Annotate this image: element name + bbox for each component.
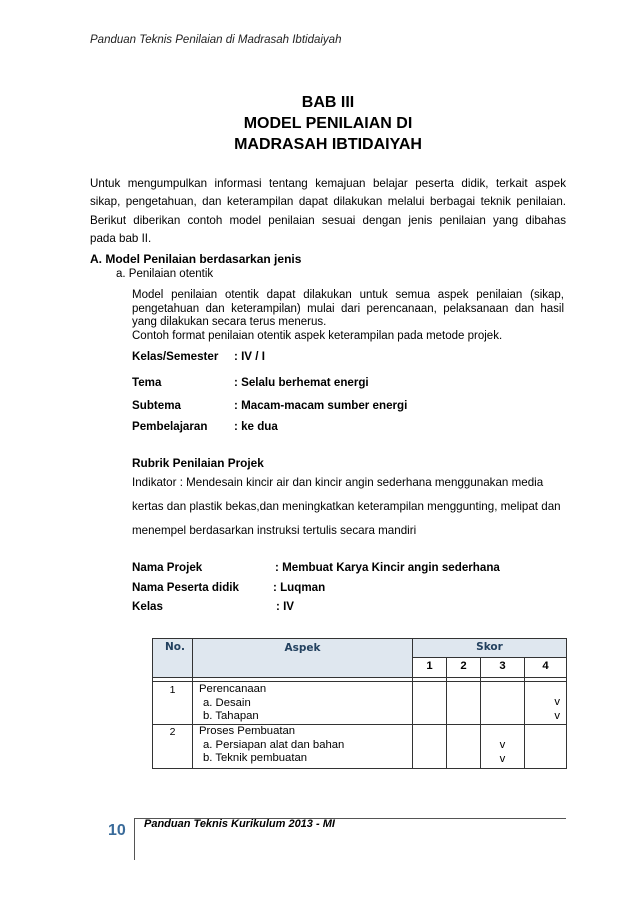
indicator-line: kertas dan plastik bekas,dan meningkatkan keterampilan menggunting, melipat dan bbox=[132, 500, 561, 513]
page-number: 10 bbox=[108, 822, 126, 839]
subtema-value: : Macam-macam sumber energi bbox=[234, 399, 408, 412]
chapter-number: BAB III bbox=[301, 94, 355, 111]
pembelajaran-value: : ke dua bbox=[234, 420, 278, 433]
aspek-label: Perencanaan bbox=[199, 683, 267, 695]
kelas-project-label: Kelas bbox=[132, 600, 163, 613]
intro-line: Berikut diberikan contoh model penilaian sesuai dengan jenis penilaian yang dibahas bbox=[90, 213, 566, 227]
intro-line: pada bab II. bbox=[90, 231, 152, 245]
table-row bbox=[153, 725, 567, 769]
pembelajaran-label: Pembelajaran bbox=[132, 420, 208, 433]
peserta-label: Nama Peserta didik bbox=[132, 581, 239, 594]
tema-value: : Selalu berhemat energi bbox=[234, 376, 369, 389]
score-col-4: 4 bbox=[525, 658, 567, 678]
indicator-line: Indikator : Mendesain kincir air dan kincir angin sederhana menggunakan media bbox=[132, 476, 544, 489]
rubrik-title: Rubrik Penilaian Projek bbox=[132, 456, 264, 470]
row-no: 1 bbox=[153, 682, 193, 725]
tema-label: Tema bbox=[132, 376, 162, 389]
subsection-heading: a. Penilaian otentik bbox=[116, 268, 214, 280]
indicator-text bbox=[132, 474, 564, 540]
score-mark: v bbox=[554, 709, 560, 722]
col-skor-header: Skor bbox=[413, 639, 567, 658]
intro-paragraph bbox=[90, 175, 566, 248]
aspek-item: a. Persiapan alat dan bahan bbox=[203, 738, 345, 751]
score-col-2: 2 bbox=[447, 658, 481, 678]
aspek-item: a. Desain bbox=[203, 696, 251, 709]
nama-projek-label: Nama Projek bbox=[132, 561, 203, 574]
otentik-line: Model penilaian otentik dapat dilakukan untuk semua aspek penilaian (sikap, bbox=[132, 289, 564, 301]
score-mark: v bbox=[499, 752, 506, 765]
score-mark: v bbox=[554, 696, 560, 708]
chapter-title-line2: MADRASAH IBTIDAIYAH bbox=[234, 136, 422, 153]
nama-projek-value: : Membuat Karya Kincir angin sederhana bbox=[275, 561, 500, 574]
score-col-1: 1 bbox=[413, 658, 447, 678]
peserta-value: : Luqman bbox=[273, 581, 326, 594]
kelas-label: Kelas/Semester bbox=[132, 350, 219, 363]
intro-line: Untuk mengumpulkan informasi tentang kemajuan belajar peserta didik, terkait aspek bbox=[90, 177, 566, 190]
kelas-value: : IV / I bbox=[234, 350, 265, 363]
running-header: Panduan Teknis Penilaian di Madrasah Ibtidaiyah bbox=[90, 34, 342, 46]
example-line: Contoh format penilaian otentik aspek keterampilan pada metode projek. bbox=[132, 330, 503, 343]
chapter-title-line1: MODEL PENILAIAN DI bbox=[243, 115, 413, 132]
col-no-header: No. bbox=[153, 639, 193, 678]
otentik-line: pengetahuan dan keterampilan) mulai dari perencanaan, pelaksanaan dan hasil bbox=[132, 302, 564, 315]
row-no: 2 bbox=[153, 725, 193, 769]
section-a-heading: A. Model Penilaian berdasarkan jenis bbox=[90, 252, 302, 266]
footer-title: Panduan Teknis Kurikulum 2013 - MI bbox=[144, 818, 335, 830]
aspek-item: b. Teknik pembuatan bbox=[203, 752, 308, 764]
aspek-label: Proses Pembuatan bbox=[199, 725, 296, 737]
score-col-3: 3 bbox=[481, 658, 525, 678]
score-mark: v bbox=[499, 739, 506, 751]
table-row bbox=[153, 682, 567, 725]
aspek-item: b. Tahapan bbox=[203, 710, 259, 722]
col-aspek-header: Aspek bbox=[193, 639, 413, 678]
otentik-paragraph bbox=[132, 289, 564, 344]
otentik-line: yang dilakukan secara terus menerus. bbox=[132, 316, 327, 329]
footer-divider bbox=[134, 818, 135, 860]
score-table bbox=[152, 638, 567, 769]
subtema-label: Subtema bbox=[132, 399, 181, 412]
intro-line: sikap, pengetahuan, dan keterampilan dapat dilakukan melalui berbagai teknik penilaian. bbox=[90, 195, 566, 209]
indicator-line: menempel berdasarkan instruksi tertulis secara mandiri bbox=[132, 524, 417, 537]
kelas-project-value: : IV bbox=[276, 600, 295, 613]
